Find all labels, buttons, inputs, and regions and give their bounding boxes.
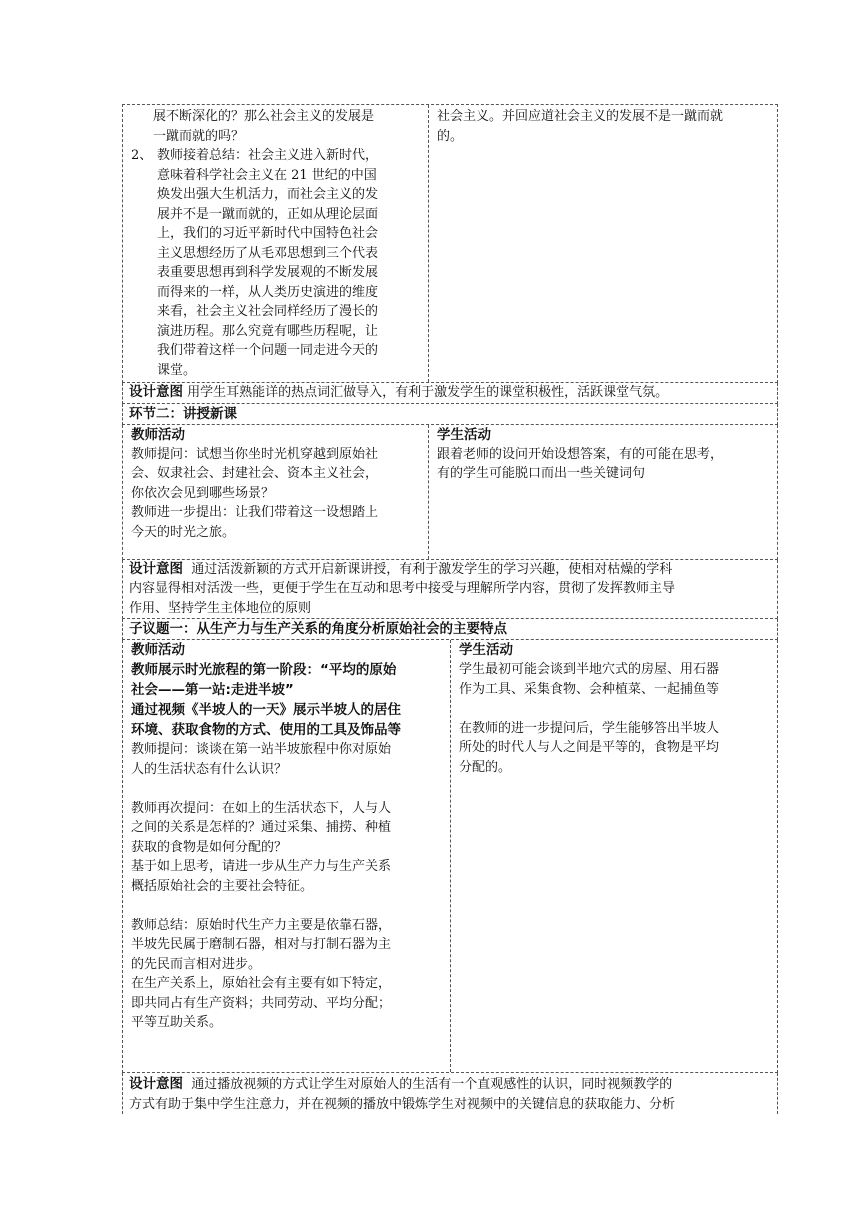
activity-row-2	[122, 640, 778, 1073]
subtopic-title: 子议题一：从生产力与生产关系的角度分析原始社会的主要特点	[122, 619, 778, 640]
teacher-question-1: 教师提问：谈谈在第一站半坡旅程中你对原始 人的生活状态有什么认识？	[131, 742, 392, 777]
intro-item-2-text: 教师接着总结：社会主义进入新时代， 意味着科学社会主义在 21 世纪的中国 焕发出强大生机活力，而社会主义的发 展并不是一蹴而就的，正如从理论层面 上，我们的习近平新时代中国特色社会 主义思想经历了从毛邓思想到三个代表 表重要思想再到科学发展观的不断发展 而得来的一样，从人类历史演进的维度 来看，社会主义社会同样经历了漫长的 演进历程。那么究竟有哪些历程呢，让 我们带着这样一个问题一同走进今天的 课堂。	[157, 148, 379, 378]
teacher-activity-cell-2	[123, 640, 451, 1072]
list-number: 2、	[131, 148, 153, 163]
student-activity-cell	[429, 425, 777, 559]
design-intent-line: 作用、坚持学生主体地位的原则	[129, 600, 312, 616]
student-answer-2: 在教师的进一步提问后，学生能够答出半坡人 所处的时代人与人之间是平等的，食物是平均 分配的。	[459, 720, 720, 775]
intro-right-cell: 社会主义。并回应道社会主义的发展不是一蹴而就 的。	[437, 109, 724, 144]
intro-item-2	[131, 146, 424, 380]
lesson-plan-table	[122, 104, 778, 1114]
design-intent-line: 方式有助于集中学生注意力，并在视频的播放中锻炼学生对视频中的关键信息的获取能力、分析	[129, 1096, 676, 1112]
student-activity-cell-2	[451, 640, 777, 1072]
design-intent-line: 内容显得相对活泼一些，更便于学生在互动和思考中接受与理解所学内容，贯彻了发挥教师主导	[129, 581, 676, 596]
intro-left-cell	[123, 105, 429, 382]
design-intent-line: 设计意图 通过播放视频的方式让学生对原始人的生活有一个直观感性的认识，同时视频教学的	[129, 1076, 673, 1092]
student-activity-text: 跟着老师的设问开始设想答案，有的可能在思考， 有的学生可能脱口而出一些关键词句	[437, 446, 724, 481]
design-intent-row-2	[122, 560, 778, 620]
teacher-activity-text: 教师提问：试想当你坐时光机穿越到原始社 会、奴隶社会、封建社会、资本主义社会， 你依次会见到哪些场景？ 教师进一步提出：让我们带着这一设想踏上 今天的时光之旅。	[131, 446, 379, 540]
intro-text-1: 展不断深化的？那么社会主义的发展是 一蹴而就的吗？	[153, 109, 375, 144]
design-intent-line: 设计意图 通过活泼新颖的方式开启新课讲授，有利于激发学生的学习兴趣，使相对枯燥的学科	[129, 560, 673, 577]
teacher-question-2: 教师再次提问：在如上的生活状态下，人与人 之间的关系是怎样的？通过采集、捕捞、种植 获取的食物是如何分配的？ 基于如上思考，请进一步从生产力与生产关系 概括原始社会的主要社会特征。	[131, 800, 392, 894]
design-intent-label: 设计意图	[129, 384, 183, 400]
teacher-bold-text: 教师展示时光旅程的第一阶段：“平均的原始 社会——第一站:走进半坡” 通过视频《半坡人的一天》展示半坡人的居住 环境、获取食物的方式、使用的工具及饰品等	[131, 662, 401, 738]
student-activity-heading: 学生活动	[459, 642, 513, 658]
design-intent-row-1	[122, 383, 778, 404]
design-intent-row-3	[122, 1073, 778, 1114]
design-intent-text: 用学生耳熟能详的热点词汇做导入，有利于激发学生的课堂积极性，活跃课堂气氛。	[187, 385, 669, 400]
activity-row-1	[122, 425, 778, 560]
student-activity-heading: 学生活动	[437, 426, 491, 443]
teacher-activity-heading: 教师活动	[131, 426, 185, 443]
teacher-summary: 教师总结：原始时代生产力主要是依靠石器， 半坡先民属于磨制石器，相对与打制石器为主 的先民而言相对进步。 在生产关系上，原始社会有主要有如下特定， 即共同占有生产资料；共同劳动、平均分配； 平等互助关系。	[131, 917, 392, 1030]
section-title: 环节二：讲授新课	[122, 404, 778, 425]
intro-row	[122, 104, 778, 383]
student-answer-1: 学生最初可能会谈到半地穴式的房屋、用石器 作为工具、采集食物、会种植菜、一起捕鱼等	[459, 662, 720, 697]
teacher-activity-cell	[123, 425, 429, 559]
teacher-activity-heading: 教师活动	[131, 642, 185, 658]
